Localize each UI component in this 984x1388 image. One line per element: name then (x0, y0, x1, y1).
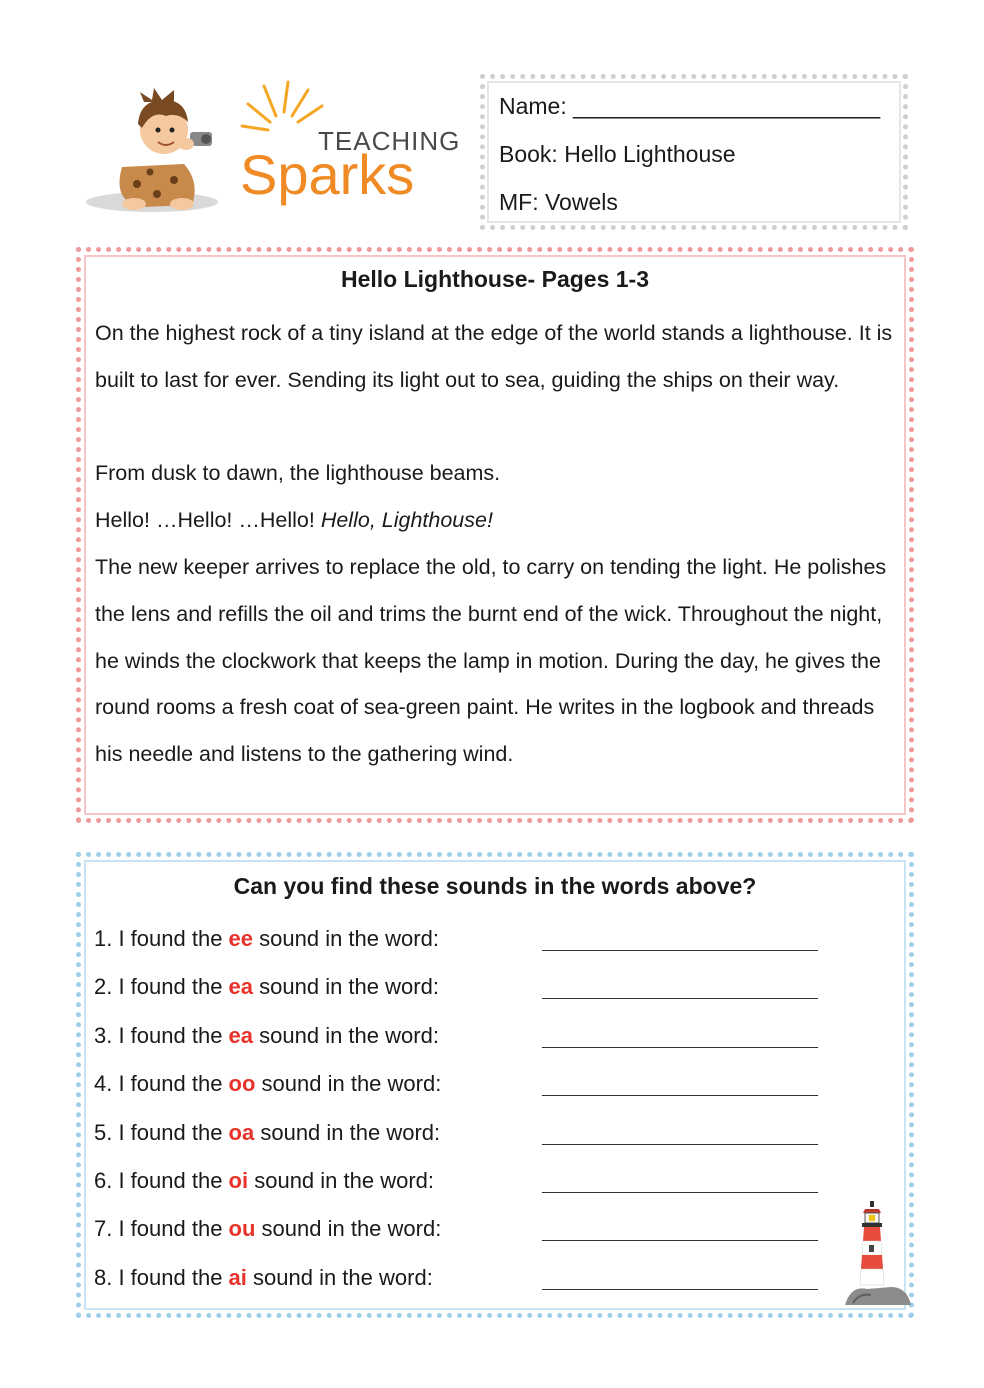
sound-highlight: oo (228, 1071, 256, 1096)
quiz-item-prefix: 4. I found the (94, 1071, 229, 1096)
sound-highlight: ea (228, 1023, 254, 1048)
answer-line[interactable] (542, 1095, 818, 1096)
passage-paragraph-3 (95, 497, 895, 544)
sound-highlight: oa (228, 1120, 255, 1145)
quiz-title: Can you find these sounds in the words above? (233, 873, 757, 899)
sound-quiz-box (76, 852, 914, 1318)
quiz-item-prefix: 6. I found the (94, 1168, 229, 1193)
passage-paragraph-1: On the highest rock of a tiny island at the edge of the world stands a lighthouse. It is built to last for ever. Sending its light out to sea, guiding the ships on their way. (95, 321, 893, 392)
quiz-item-1 (94, 926, 814, 966)
quiz-item-3 (94, 1023, 814, 1063)
reading-passage-box (76, 247, 914, 823)
quiz-item-prefix: 3. I found the (94, 1023, 229, 1048)
mf-label: MF: Vowels (499, 189, 618, 215)
quiz-item-prefix: 2. I found the (94, 974, 229, 999)
quiz-item-prefix: 7. I found the (94, 1216, 229, 1241)
passage-paragraph-4: The new keeper arrives to replace the old, to carry on tending the light. He polishes the lens and refills the oil and trims the burnt end of the wick. Throughout the night, he winds the clockwork that keeps the lamp in motion. During the day, he gives the round rooms a fresh coat of sea-green paint. He writes in the logbook and threads his needle and listens to the gathering wind. (95, 555, 887, 767)
quiz-item-suffix: sound in the word: (253, 1023, 439, 1048)
quiz-item-8 (94, 1265, 814, 1305)
reading-title: Hello Lighthouse- Pages 1-3 (341, 266, 649, 292)
quiz-item-prefix: 8. I found the (94, 1265, 229, 1290)
caveman-mascot-illustration (86, 88, 218, 212)
quiz-item-5 (94, 1120, 814, 1160)
answer-line[interactable] (542, 1144, 818, 1145)
quiz-item-suffix: sound in the word: (248, 1168, 435, 1193)
book-title-label: Book: Hello Lighthouse (499, 141, 736, 167)
quiz-item-suffix: sound in the word: (246, 1265, 433, 1290)
name-field-label[interactable]: Name: ________________________ (499, 93, 881, 119)
student-info-box (480, 74, 908, 230)
passage-hello-text: Hello! …Hello! …Hello! (95, 508, 321, 532)
quiz-item-suffix: sound in the word: (255, 1071, 442, 1096)
logo-line1: TEACHING (318, 126, 461, 156)
answer-line[interactable] (542, 1047, 818, 1048)
logo-line2: Sparks (240, 143, 415, 206)
answer-line[interactable] (542, 950, 818, 951)
sun-rays-icon (242, 82, 322, 130)
quiz-item-6 (94, 1168, 814, 1208)
quiz-item-4 (94, 1071, 814, 1111)
quiz-item-7 (94, 1216, 814, 1256)
answer-line[interactable] (542, 998, 818, 999)
passage-paragraph-2: From dusk to dawn, the lighthouse beams. (95, 461, 501, 485)
quiz-item-suffix: sound in the word: (255, 1216, 442, 1241)
teaching-sparks-logo (82, 72, 472, 222)
sound-highlight: ee (228, 926, 254, 951)
answer-line[interactable] (542, 1289, 818, 1290)
answer-line[interactable] (542, 1192, 818, 1193)
quiz-item-suffix: sound in the word: (253, 926, 439, 951)
sound-highlight: ea (228, 974, 254, 999)
quiz-item-prefix: 5. I found the (94, 1120, 229, 1145)
answer-line[interactable] (542, 1240, 818, 1241)
quiz-item-suffix: sound in the word: (253, 974, 439, 999)
sound-highlight: ai (228, 1265, 247, 1290)
quiz-item-suffix: sound in the word: (254, 1120, 441, 1145)
passage-hello-italic: Hello, Lighthouse! (320, 508, 493, 532)
quiz-item-prefix: 1. I found the (94, 926, 229, 951)
sound-highlight: ou (228, 1216, 256, 1241)
quiz-item-2 (94, 974, 814, 1014)
sound-highlight: oi (228, 1168, 249, 1193)
lighthouse-illustration (843, 1197, 913, 1309)
